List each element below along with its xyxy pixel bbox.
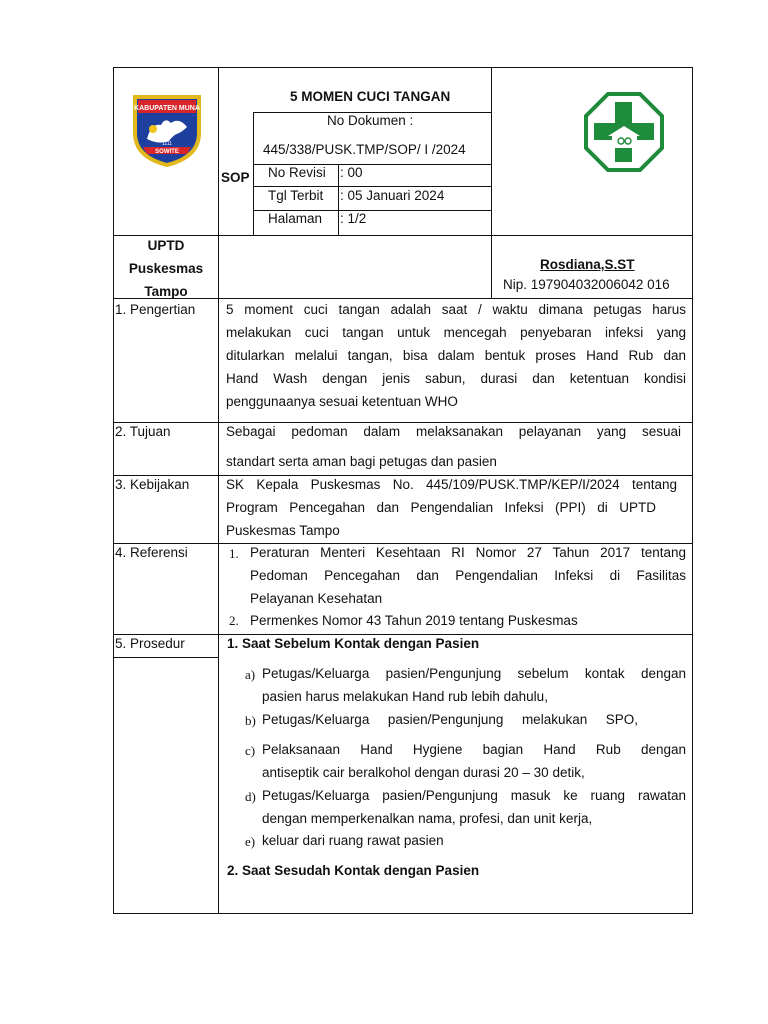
prosedur-marker-c: c) — [245, 743, 256, 758]
prosedur-heading-2: 2. Saat Sesudah Kontak dengan Pasien — [227, 863, 480, 878]
no-dokumen-value: 445/338/PUSK.TMP/SOP/ I /2024 — [263, 142, 466, 157]
referensi-1-line: Peraturan Menteri Kesehtaan RI Nomor 27 Tahun 2017 tentang — [250, 545, 686, 560]
kebijakan-line: Puskesmas Tampo — [226, 523, 340, 538]
prosedur-marker-d: d) — [245, 789, 256, 804]
meta-col-divider — [338, 164, 339, 235]
column-divider-right — [491, 67, 492, 298]
org-line-3: Tampo — [144, 284, 188, 299]
sop-divider — [253, 112, 254, 235]
tgl-terbit-label: Tgl Terbit — [268, 188, 324, 203]
table-border-left — [113, 67, 114, 914]
prosedur-e-line: keluar dari ruang rawat pasien — [262, 833, 444, 848]
puskesmas-logo — [584, 92, 664, 172]
row-line-referensi — [113, 634, 693, 635]
referensi-2-line: Permenkes Nomor 43 Tahun 2019 tentang Puskesmas — [250, 613, 578, 628]
prosedur-d-line: dengan memperkenalkan nama, profesi, dan unit kerja, — [262, 811, 593, 826]
halaman-value: : 1/2 — [340, 211, 367, 226]
logo-bottom-text: SOWITE — [155, 149, 179, 155]
table-border-bottom — [113, 913, 693, 914]
sop-label: SOP — [221, 170, 250, 185]
kebijakan-line: Program Pencegahan dan Pengendalian Infeksi (PPI) di UPTD — [226, 500, 656, 515]
prosedur-c-line: Pelaksanaan Hand Hygiene bagian Hand Rub dengan — [262, 742, 686, 757]
prosedur-marker-e: e) — [245, 834, 256, 849]
pengertian-line: 5 moment cuci tangan adalah saat / waktu dimana petugas harus — [226, 302, 686, 317]
logo-center-text: 1111 — [161, 141, 173, 147]
pengertian-line: melakukan cuci tangan untuk mencegah penyebaran infeksi yang — [226, 325, 686, 340]
prosedur-marker-a: a) — [245, 667, 256, 682]
signer-name: Rosdiana,S.ST — [540, 257, 635, 272]
no-revisi-value: : 00 — [340, 165, 363, 180]
no-dokumen-label: No Dokumen : — [327, 113, 414, 128]
document-title: 5 MOMEN CUCI TANGAN — [290, 89, 451, 104]
org-line-2: Puskesmas — [128, 261, 204, 276]
prosedur-a-line: Petugas/Keluarga pasien/Pengunjung sebelum kontak dengan — [262, 666, 686, 681]
pengertian-line: Hand Wash dengan jenis sabun, durasi dan ketentuan kondisi — [226, 371, 686, 386]
pengertian-line: penggunaanya sesuai ketentuan WHO — [226, 394, 458, 409]
kebijakan-label: 3. Kebijakan — [115, 477, 190, 492]
tujuan-line-1: Sebagai pedoman dalam melaksanakan pelayanan yang sesuai — [226, 424, 681, 439]
meta-row-line-2 — [253, 186, 491, 187]
prosedur-label: 5. Prosedur — [115, 636, 185, 651]
referensi-1-line: Pelayanan Kesehatan — [250, 591, 383, 606]
prosedur-heading-1: 1. Saat Sebelum Kontak dengan Pasien — [227, 636, 480, 651]
org-name — [114, 234, 218, 303]
table-border-right — [692, 67, 693, 914]
pengertian-line: ditularkan melalui tangan, bisa dalam bentuk proses Hand Rub dan — [226, 348, 686, 363]
prosedur-c-line: antiseptik cair beralkohol dengan durasi 20 – 30 detik, — [262, 765, 585, 780]
prosedur-d-line: Petugas/Keluarga pasien/Pengunjung masuk ke ruang rawatan — [262, 788, 686, 803]
prosedur-marker-b: b) — [245, 713, 256, 728]
signer-nip: Nip. 197904032006042 016 — [503, 277, 670, 292]
table-border-top — [113, 67, 693, 68]
no-revisi-label: No Revisi — [268, 165, 326, 180]
halaman-label: Halaman — [268, 211, 323, 226]
kabupaten-muna-logo — [129, 87, 205, 167]
prosedur-a-line: pasien harus melakukan Hand rub lebih dahulu, — [262, 689, 548, 704]
org-line-1: UPTD — [147, 238, 185, 253]
tujuan-line-2: standart serta aman bagi petugas dan pasien — [226, 454, 497, 469]
tgl-terbit-value: : 05 Januari 2024 — [340, 188, 445, 203]
logo-top-text: KABUPATEN MUNA — [134, 105, 200, 112]
tujuan-label: 2. Tujuan — [115, 424, 171, 439]
prosedur-b-line: Petugas/Keluarga pasien/Pengunjung melakukan SPO, — [262, 712, 638, 727]
column-divider-left — [218, 67, 219, 914]
referensi-label: 4. Referensi — [115, 545, 188, 560]
pengertian-label: 1. Pengertian — [115, 302, 196, 317]
referensi-marker-1: 1. — [229, 546, 239, 561]
referensi-marker-2: 2. — [229, 613, 239, 628]
row-line-prosedur-label — [113, 657, 219, 658]
referensi-1-line: Pedoman Pencegahan dan Pengendalian Infeksi di Fasilitas — [250, 568, 686, 583]
kebijakan-line: SK Kepala Puskesmas No. 445/109/PUSK.TMP/KEP/I/2024 tentang — [226, 477, 677, 492]
